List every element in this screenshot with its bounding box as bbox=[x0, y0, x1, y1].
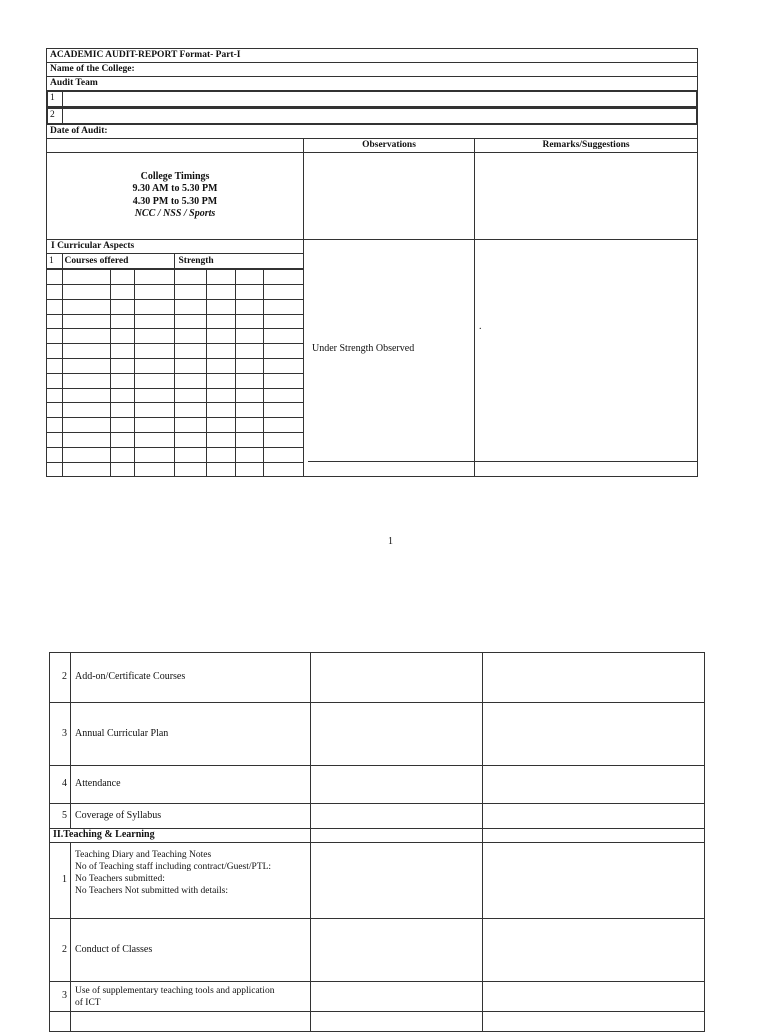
remarks-bottom-field[interactable] bbox=[475, 461, 697, 476]
course-grid-row bbox=[47, 373, 303, 388]
course-grid-cell[interactable] bbox=[134, 403, 174, 418]
college-name-label: Name of the College: bbox=[47, 63, 698, 77]
remarks-mark: . bbox=[479, 320, 482, 332]
teaching-diary-item bbox=[71, 843, 311, 919]
audit-team-field-2[interactable] bbox=[63, 108, 697, 123]
strength-label: Strength bbox=[174, 254, 303, 269]
syllabus-remarks-field[interactable] bbox=[483, 804, 705, 829]
course-grid-row bbox=[47, 329, 303, 344]
course-grid-row bbox=[47, 344, 303, 359]
item-num: 2 bbox=[50, 919, 71, 982]
course-grid-cell[interactable] bbox=[110, 299, 134, 314]
course-grid-cell[interactable] bbox=[174, 432, 206, 447]
course-grid-cell[interactable] bbox=[174, 373, 206, 388]
item-label-annual-plan: Annual Curricular Plan bbox=[71, 703, 311, 766]
course-grid-cell[interactable] bbox=[62, 447, 110, 462]
course-grid-row bbox=[47, 358, 303, 373]
course-grid-row bbox=[47, 432, 303, 447]
courses-table bbox=[47, 240, 303, 270]
course-grid-cell[interactable] bbox=[62, 270, 110, 285]
course-grid-cell[interactable] bbox=[110, 388, 134, 403]
audit-team-member-1 bbox=[47, 91, 698, 108]
course-grid-cell[interactable] bbox=[110, 284, 134, 299]
course-grid-cell[interactable] bbox=[235, 432, 263, 447]
course-grid-cell[interactable] bbox=[110, 462, 134, 476]
course-grid-cell[interactable] bbox=[134, 314, 174, 329]
course-grid-cell[interactable] bbox=[235, 462, 263, 476]
ict-item bbox=[71, 982, 311, 1012]
course-grid-cell[interactable] bbox=[206, 432, 235, 447]
course-grid-cell[interactable] bbox=[206, 462, 235, 476]
attendance-remarks-field[interactable] bbox=[483, 766, 705, 804]
course-grid-cell[interactable] bbox=[134, 284, 174, 299]
course-grid-cell[interactable] bbox=[47, 418, 62, 433]
attendance-observations-field[interactable] bbox=[311, 766, 483, 804]
courses-grid[interactable] bbox=[47, 269, 303, 476]
item-num: 3 bbox=[50, 982, 71, 1012]
observations-bottom-field[interactable] bbox=[308, 461, 474, 476]
curricular-remarks-cell bbox=[475, 239, 698, 477]
courses-offered-label: Courses offered bbox=[62, 254, 174, 269]
course-grid-cell[interactable] bbox=[62, 329, 110, 344]
timings-line-2: 4.30 PM to 5.30 PM bbox=[132, 195, 218, 207]
course-grid-cell[interactable] bbox=[174, 462, 206, 476]
course-grid-cell[interactable] bbox=[263, 284, 303, 299]
next-item-label bbox=[71, 1012, 311, 1032]
page-number: 1 bbox=[388, 536, 393, 547]
course-grid-cell[interactable] bbox=[134, 329, 174, 344]
course-grid-cell[interactable] bbox=[174, 299, 206, 314]
course-grid-cell[interactable] bbox=[134, 344, 174, 359]
course-grid-cell[interactable] bbox=[206, 373, 235, 388]
course-grid-cell[interactable] bbox=[235, 373, 263, 388]
course-grid-cell[interactable] bbox=[134, 270, 174, 285]
course-grid-cell[interactable] bbox=[206, 388, 235, 403]
course-grid-cell[interactable] bbox=[47, 373, 62, 388]
conduct-observations-field[interactable] bbox=[311, 919, 483, 982]
course-grid-cell[interactable] bbox=[174, 388, 206, 403]
audit-team-num-2: 2 bbox=[48, 108, 63, 123]
timings-line-1: 9.30 AM to 5.30 PM bbox=[132, 183, 218, 195]
date-of-audit-label: Date of Audit: bbox=[47, 124, 698, 138]
course-grid-cell[interactable] bbox=[263, 373, 303, 388]
course-grid-cell[interactable] bbox=[263, 329, 303, 344]
teaching-diary-line-2: No of Teaching staff including contract/Guest/PTL: bbox=[75, 862, 272, 872]
course-grid-cell[interactable] bbox=[62, 418, 110, 433]
course-grid-row bbox=[47, 447, 303, 462]
curricular-aspects-cell bbox=[47, 239, 304, 477]
course-grid-row bbox=[47, 299, 303, 314]
audit-team-field-1[interactable] bbox=[63, 92, 697, 107]
course-grid-cell[interactable] bbox=[62, 388, 110, 403]
course-grid-cell[interactable] bbox=[47, 388, 62, 403]
curricular-teaching-table bbox=[49, 652, 705, 1032]
audit-team-member-2 bbox=[47, 107, 698, 124]
course-grid-row bbox=[47, 388, 303, 403]
course-grid-cell[interactable] bbox=[110, 418, 134, 433]
course-grid-cell[interactable] bbox=[134, 388, 174, 403]
course-grid-row bbox=[47, 314, 303, 329]
item-num: 3 bbox=[50, 703, 71, 766]
courses-num: 1 bbox=[47, 254, 62, 269]
course-grid-cell[interactable] bbox=[174, 270, 206, 285]
course-grid-cell[interactable] bbox=[134, 432, 174, 447]
audit-report-part1-continued bbox=[49, 652, 704, 1032]
teaching-diary-line-3: No Teachers submitted: bbox=[75, 874, 165, 884]
course-grid-cell[interactable] bbox=[206, 284, 235, 299]
section-2-heading: II.Teaching & Learning bbox=[50, 829, 311, 843]
course-grid-cell[interactable] bbox=[110, 447, 134, 462]
teaching-diary-line-4: No Teachers Not submitted with details: bbox=[75, 886, 228, 896]
course-grid-cell[interactable] bbox=[134, 358, 174, 373]
annual-plan-observations-field[interactable] bbox=[311, 703, 483, 766]
course-grid-cell[interactable] bbox=[235, 418, 263, 433]
addon-observations-field[interactable] bbox=[311, 653, 483, 703]
audit-team-num-1: 1 bbox=[48, 92, 63, 107]
teaching-diary-line-1: Teaching Diary and Teaching Notes bbox=[75, 850, 212, 860]
report-title: ACADEMIC AUDIT-REPORT Format- Part-I bbox=[47, 49, 698, 63]
curricular-observations-cell bbox=[304, 239, 475, 477]
course-grid-cell[interactable] bbox=[206, 358, 235, 373]
item-num: 5 bbox=[50, 804, 71, 829]
course-grid-cell[interactable] bbox=[263, 403, 303, 418]
course-grid-cell[interactable] bbox=[174, 447, 206, 462]
course-grid-cell[interactable] bbox=[134, 299, 174, 314]
course-grid-cell[interactable] bbox=[235, 299, 263, 314]
course-grid-row bbox=[47, 462, 303, 476]
item-label-addon-courses: Add-on/Certificate Courses bbox=[71, 653, 311, 703]
course-grid-cell[interactable] bbox=[235, 284, 263, 299]
course-grid-cell[interactable] bbox=[206, 447, 235, 462]
college-timings-cell bbox=[47, 152, 304, 239]
course-grid-cell[interactable] bbox=[174, 344, 206, 359]
course-grid-cell[interactable] bbox=[263, 358, 303, 373]
timings-remarks-field[interactable] bbox=[475, 152, 698, 239]
item-label-syllabus: Coverage of Syllabus bbox=[71, 804, 311, 829]
remarks-header: Remarks/Suggestions bbox=[475, 138, 698, 152]
course-grid-cell[interactable] bbox=[62, 284, 110, 299]
course-grid-row bbox=[47, 284, 303, 299]
course-grid-cell[interactable] bbox=[47, 432, 62, 447]
course-grid-cell[interactable] bbox=[206, 344, 235, 359]
item-num: 2 bbox=[50, 653, 71, 703]
course-grid-cell[interactable] bbox=[110, 432, 134, 447]
timings-line-3: NCC / NSS / Sports bbox=[134, 208, 216, 220]
course-grid-cell[interactable] bbox=[47, 270, 62, 285]
course-grid-cell[interactable] bbox=[174, 358, 206, 373]
course-grid-cell[interactable] bbox=[263, 270, 303, 285]
course-grid-cell[interactable] bbox=[47, 358, 62, 373]
course-grid-cell[interactable] bbox=[235, 388, 263, 403]
course-grid-cell[interactable] bbox=[134, 447, 174, 462]
course-grid-cell[interactable] bbox=[47, 284, 62, 299]
course-grid-cell[interactable] bbox=[174, 314, 206, 329]
course-grid-cell[interactable] bbox=[62, 358, 110, 373]
course-grid-cell[interactable] bbox=[235, 403, 263, 418]
course-grid-cell[interactable] bbox=[47, 299, 62, 314]
audit-team-label: Audit Team bbox=[47, 77, 698, 91]
course-grid-cell[interactable] bbox=[110, 403, 134, 418]
course-grid-cell[interactable] bbox=[263, 418, 303, 433]
section-1-heading: I Curricular Aspects bbox=[47, 240, 303, 254]
addon-remarks-field[interactable] bbox=[483, 653, 705, 703]
syllabus-observations-field[interactable] bbox=[311, 804, 483, 829]
course-grid-cell[interactable] bbox=[62, 462, 110, 476]
course-grid-cell[interactable] bbox=[134, 462, 174, 476]
course-grid-cell[interactable] bbox=[263, 299, 303, 314]
audit-report-part1 bbox=[46, 48, 697, 477]
course-grid-cell[interactable] bbox=[174, 418, 206, 433]
ict-observations-field[interactable] bbox=[311, 982, 483, 1012]
course-grid-cell[interactable] bbox=[110, 373, 134, 388]
teaching-diary-observations-field[interactable] bbox=[311, 843, 483, 919]
next-item-num bbox=[50, 1012, 71, 1032]
next-observations-field[interactable] bbox=[311, 1012, 483, 1032]
course-grid-cell[interactable] bbox=[206, 418, 235, 433]
course-grid-cell[interactable] bbox=[110, 358, 134, 373]
course-grid-cell[interactable] bbox=[263, 388, 303, 403]
course-grid-cell[interactable] bbox=[235, 447, 263, 462]
item-label-attendance: Attendance bbox=[71, 766, 311, 804]
under-strength-text: Under Strength Observed bbox=[312, 342, 415, 354]
course-grid-cell[interactable] bbox=[206, 270, 235, 285]
course-grid-cell[interactable] bbox=[174, 329, 206, 344]
course-grid-cell[interactable] bbox=[235, 358, 263, 373]
course-grid-cell[interactable] bbox=[62, 373, 110, 388]
course-grid-cell[interactable] bbox=[263, 462, 303, 476]
course-grid-cell[interactable] bbox=[263, 314, 303, 329]
item-num: 4 bbox=[50, 766, 71, 804]
course-grid-cell[interactable] bbox=[206, 403, 235, 418]
conduct-remarks-field[interactable] bbox=[483, 919, 705, 982]
ict-remarks-field[interactable] bbox=[483, 982, 705, 1012]
course-grid-cell[interactable] bbox=[62, 299, 110, 314]
course-grid-row bbox=[47, 270, 303, 285]
course-grid-cell[interactable] bbox=[62, 344, 110, 359]
course-grid-cell[interactable] bbox=[110, 344, 134, 359]
item-num: 1 bbox=[50, 843, 71, 919]
course-grid-cell[interactable] bbox=[47, 447, 62, 462]
teaching-diary-remarks-field[interactable] bbox=[483, 843, 705, 919]
course-grid-cell[interactable] bbox=[47, 329, 62, 344]
course-grid-cell[interactable] bbox=[206, 299, 235, 314]
course-grid-cell[interactable] bbox=[263, 432, 303, 447]
audit-header-table bbox=[46, 48, 698, 477]
blank-header-cell bbox=[47, 138, 304, 152]
course-grid-row bbox=[47, 403, 303, 418]
course-grid-cell[interactable] bbox=[110, 329, 134, 344]
course-grid-cell[interactable] bbox=[235, 270, 263, 285]
course-grid-cell[interactable] bbox=[235, 329, 263, 344]
course-grid-cell[interactable] bbox=[62, 432, 110, 447]
course-grid-cell[interactable] bbox=[47, 314, 62, 329]
course-grid-cell[interactable] bbox=[110, 314, 134, 329]
course-grid-cell[interactable] bbox=[134, 418, 174, 433]
course-grid-cell[interactable] bbox=[110, 270, 134, 285]
observations-header: Observations bbox=[304, 138, 475, 152]
section-2-remarks-field[interactable] bbox=[483, 829, 705, 843]
timings-heading: College Timings bbox=[140, 170, 210, 182]
course-grid-cell[interactable] bbox=[47, 403, 62, 418]
ict-line-1: Use of supplementary teaching tools and application bbox=[75, 985, 275, 996]
section-2-observations-field[interactable] bbox=[311, 829, 483, 843]
course-grid-row bbox=[47, 418, 303, 433]
ict-line-2: of ICT bbox=[75, 997, 101, 1008]
course-grid-cell[interactable] bbox=[47, 462, 62, 476]
course-grid-cell[interactable] bbox=[206, 314, 235, 329]
course-grid-cell[interactable] bbox=[134, 373, 174, 388]
timings-observations-field[interactable] bbox=[304, 152, 475, 239]
course-grid-cell[interactable] bbox=[235, 344, 263, 359]
curricular-remarks-field[interactable] bbox=[475, 240, 697, 461]
course-grid-cell[interactable] bbox=[174, 284, 206, 299]
annual-plan-remarks-field[interactable] bbox=[483, 703, 705, 766]
course-grid-cell[interactable] bbox=[263, 447, 303, 462]
course-grid-cell[interactable] bbox=[235, 314, 263, 329]
next-remarks-field[interactable] bbox=[483, 1012, 705, 1032]
course-grid-cell[interactable] bbox=[174, 403, 206, 418]
course-grid-cell[interactable] bbox=[263, 344, 303, 359]
course-grid-cell[interactable] bbox=[206, 329, 235, 344]
course-grid-cell[interactable] bbox=[62, 314, 110, 329]
course-grid-cell[interactable] bbox=[62, 403, 110, 418]
course-grid-cell[interactable] bbox=[47, 344, 62, 359]
item-label-conduct-classes: Conduct of Classes bbox=[71, 919, 311, 982]
